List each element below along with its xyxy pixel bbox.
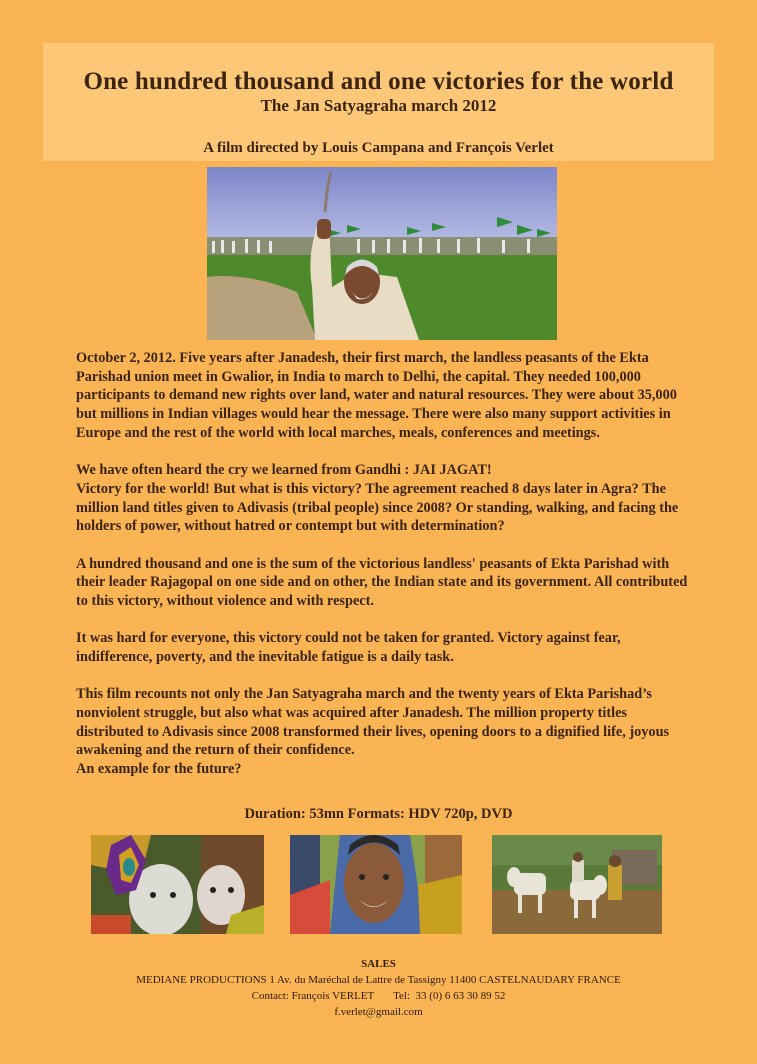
sales-info (0, 956, 757, 1020)
hero-photo-march (207, 167, 557, 340)
thumbnail-ox-plough (492, 835, 662, 934)
sales-title: SALES (361, 958, 396, 970)
duration-formats: Duration: 53mn Formats: HDV 720p, DVD (244, 806, 513, 822)
director-credit: A film directed by Louis Campana and François Verlet (203, 140, 554, 156)
paragraph-1: October 2, 2012. Five years after Janadesh, their first march, the landless peasants of the Ekta Parishad union meet in Gwalior, in India to march to Delhi, the capital. They needed 100,000 participants to demand new rights over land, water and natural resources. They were about 35,000 but millions in Indian villages would hear the message. There were also many support activities in Europe and the rest of the world with local marches, meals, conferences and meetings. (76, 350, 677, 441)
paragraph-2: We have often heard the cry we learned from Gandhi : JAI JAGAT! Victory for the world! But what is this victory? The agreement reached 8 days later in Agra? The million land titles given to Adivasis (tribal people) since 2008? Or standing, walking, and facing the holders of power, without hatred or contempt but with determination? (76, 462, 679, 535)
sales-email: f.verlet@gmail.com (334, 1006, 423, 1018)
page-subtitle: The Jan Satyagraha march 2012 (260, 96, 497, 115)
thumbnail-smiling-woman (290, 835, 462, 934)
paragraph-5: This film recounts not only the Jan Satyagraha march and the twenty years of Ekta Parishad’s nonviolent struggle, but also what was acquired after Janadesh. The million property titles distributed to Adivasis since 2008 transformed their lives, opening doors to a dignified life, joyous awakening and the return of their confidence. An example for the future? (76, 686, 670, 778)
sales-address: MEDIANE PRODUCTIONS 1 Av. du Maréchal de Lattre de Tassigny 11400 CASTELNAUDARY FRANCE (136, 974, 621, 986)
paragraph-4: It was hard for everyone, this victory could not be taken for granted. Victory against fear, indifference, poverty, and the inevitable fatigue is a daily task. (76, 630, 621, 665)
paragraph-3: A hundred thousand and one is the sum of the victorious landless' peasants of Ekta Parishad with their leader Rajagopal on one side and on other, the Indian state and its government. All contributed to this victory, without violence and with respect. (76, 555, 688, 609)
page-title: One hundred thousand and one victories for the world (83, 68, 674, 95)
sales-contact: Contact: François VERLET Tel: 33 (0) 6 63 30 89 52 (251, 990, 506, 1002)
thumbnail-painted-faces (91, 835, 264, 934)
header-box (43, 43, 714, 161)
body-text (76, 349, 696, 797)
